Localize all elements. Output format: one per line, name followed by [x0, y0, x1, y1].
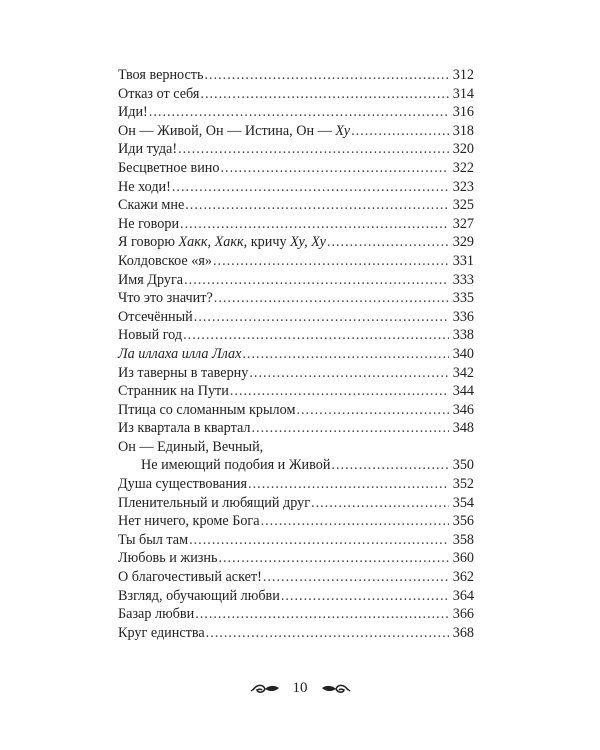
toc-entry-title: Взгляд, обучающий любви: [118, 587, 280, 604]
toc-entry[interactable]: [118, 531, 474, 550]
toc-entry-page-number: 322: [452, 159, 474, 176]
toc-entry[interactable]: [118, 382, 474, 401]
toc-entry-page-number: 340: [452, 345, 474, 362]
toc-entry-title: Не ходи!: [118, 178, 171, 195]
floral-ornament-icon: [249, 681, 283, 697]
dot-leader: [206, 624, 449, 643]
toc-entry-page-number: 358: [452, 531, 474, 548]
dot-leader: [194, 308, 449, 327]
toc-entry[interactable]: [118, 401, 474, 420]
toc-entry-title-part: Он — Живой, Он — Истина, Он —: [118, 122, 336, 139]
toc-entry-page-number: 364: [452, 587, 474, 604]
toc-entry-page-number: 333: [452, 271, 474, 288]
toc-entry-title: Колдовское «я»: [118, 252, 212, 269]
dot-leader: [172, 178, 449, 197]
toc-entry[interactable]: [118, 494, 474, 513]
toc-entry-title: Пленительный и любящий друг: [118, 494, 311, 511]
dot-leader: [189, 531, 449, 550]
toc-entry-title: Не говори: [118, 215, 180, 232]
toc-entry-title: Ты был там: [118, 531, 189, 548]
toc-entry[interactable]: [118, 178, 474, 197]
toc-entry-page-number: 362: [452, 569, 474, 586]
toc-entry-title: Странник на Пути: [118, 383, 229, 400]
dot-leader: [220, 159, 449, 178]
toc-entry-title: Птица со сломанным крылом: [118, 401, 296, 418]
toc-entry-page-number: 318: [452, 122, 474, 139]
toc-entry-title: [118, 122, 350, 141]
toc-entry-page-number: 316: [452, 104, 474, 121]
dot-leader: [248, 475, 449, 494]
toc-entry[interactable]: [118, 289, 474, 308]
dot-leader: [149, 103, 449, 122]
toc-entry[interactable]: [118, 252, 474, 271]
toc-entry-title: О благочестивый аскет!: [118, 569, 262, 586]
dot-leader: [180, 215, 449, 234]
toc-entry-title: Отказ от себя: [118, 85, 200, 102]
toc-entry-page-number: 338: [452, 327, 474, 344]
toc-entry-page-number: 314: [452, 85, 474, 102]
toc-entry-title: Новый год: [118, 327, 183, 344]
toc-entry-title: Базар любви: [118, 606, 195, 623]
dot-leader: [204, 66, 449, 85]
toc-entry-page-number: 354: [452, 494, 474, 511]
toc-entry-page-number: 329: [452, 234, 474, 251]
toc-entry[interactable]: [118, 326, 474, 345]
toc-entry-title: Из квартала в квартал: [118, 420, 251, 437]
dot-leader: [242, 345, 449, 364]
toc-entry-page-number: 344: [452, 383, 474, 400]
toc-entry-page-number: 356: [452, 513, 474, 530]
toc-entry-page-number: 360: [452, 550, 474, 567]
toc-entry-page-number: 348: [452, 420, 474, 437]
toc-entry[interactable]: [118, 215, 474, 234]
toc-entry-title: Любовь и жизнь: [118, 550, 218, 567]
dot-leader: [281, 587, 449, 606]
toc-entry-page-number: 320: [452, 141, 474, 158]
toc-entry-title: [118, 233, 326, 252]
dot-leader: [195, 605, 449, 624]
toc-entry-page-number: 331: [452, 252, 474, 269]
toc-entry[interactable]: [118, 549, 474, 568]
dot-leader: [263, 568, 449, 587]
floral-ornament-icon: [318, 681, 352, 697]
toc-entry-page-number: 342: [452, 364, 474, 381]
toc-entry-title: Из таверны в таверну: [118, 364, 249, 381]
toc-entry[interactable]: [118, 419, 474, 438]
toc-entry-title-italic: Ху, Ху: [290, 234, 326, 251]
toc-entry-page-number: 352: [452, 476, 474, 493]
dot-leader: [261, 512, 449, 531]
toc-entry[interactable]: [118, 475, 474, 494]
toc-entry-title: Нет ничего, кроме Бога: [118, 513, 260, 530]
dot-leader: [311, 494, 449, 513]
toc-entry[interactable]: [118, 140, 474, 159]
page-footer: [0, 680, 600, 697]
toc-entry-title: Имя Друга: [118, 271, 184, 288]
toc-entry[interactable]: [118, 624, 474, 643]
toc-entry-first-line: Он — Единый, Вечный,: [118, 438, 264, 455]
dot-leader: [296, 401, 449, 420]
toc-entry[interactable]: [118, 308, 474, 327]
toc-entry-page-number: 336: [452, 308, 474, 325]
dot-leader: [218, 549, 449, 568]
dot-leader: [331, 456, 449, 475]
toc-entry-title: Бесцветное вино: [118, 159, 220, 176]
dot-leader: [251, 419, 449, 438]
toc-entry[interactable]: [118, 605, 474, 624]
toc-entry-title: Не имеющий подобия и Живой: [141, 457, 331, 474]
toc-entry-page-number: 323: [452, 178, 474, 195]
toc-entry-title: Иди туда!: [118, 141, 178, 158]
toc-entry-title: Душа существования: [118, 476, 248, 493]
toc-entry[interactable]: [118, 345, 474, 364]
dot-leader: [183, 326, 449, 345]
toc-entry-page-number: 366: [452, 606, 474, 623]
toc-entry-title-italic: Ла иллаха илла Ллах: [118, 345, 242, 362]
toc-entry[interactable]: [118, 568, 474, 587]
toc-entry[interactable]: [118, 271, 474, 290]
dot-leader: [184, 271, 449, 290]
toc-entry[interactable]: [118, 122, 474, 141]
toc-entry-page-number: 325: [452, 197, 474, 214]
toc-entry-title: Твоя верность: [118, 67, 204, 83]
dot-leader: [351, 122, 449, 141]
toc-entry[interactable]: [118, 456, 474, 475]
dot-leader: [249, 364, 449, 383]
page-number: 10: [292, 680, 308, 696]
toc-entry-title: Что это значит?: [118, 290, 213, 307]
dot-leader: [214, 289, 449, 308]
dot-leader: [200, 85, 449, 104]
toc-entry-page-number: 327: [452, 215, 474, 232]
toc-entry-title-part: кричу: [247, 234, 291, 251]
toc-entry-page-number: 335: [452, 290, 474, 307]
dot-leader: [213, 252, 449, 271]
toc-entry[interactable]: [118, 512, 474, 531]
toc-entry-title-italic: Ху: [335, 122, 351, 139]
toc-entry[interactable]: [118, 66, 474, 85]
toc-entry-title: Отсечённый: [118, 308, 193, 325]
toc-entry-page-number: 368: [452, 624, 474, 641]
toc-entry-title: Скажи мне: [118, 197, 185, 214]
dot-leader: [230, 382, 449, 401]
toc-entry-page-number: 346: [452, 401, 474, 418]
toc-entry-page-number: 350: [452, 457, 474, 474]
toc-entry-page-number: 312: [452, 67, 474, 83]
toc-entry[interactable]: [118, 103, 474, 122]
toc-entry[interactable]: [118, 233, 474, 252]
table-of-contents: [118, 66, 474, 642]
dot-leader: [327, 233, 449, 252]
toc-entry-title: Иди!: [118, 104, 148, 121]
toc-entry[interactable]: [118, 85, 474, 104]
dot-leader: [185, 196, 449, 215]
toc-entry[interactable]: [118, 196, 474, 215]
toc-entry[interactable]: [118, 587, 474, 606]
toc-entry-title: Круг единства: [118, 624, 205, 641]
dot-leader: [178, 140, 449, 159]
toc-entry-title: [118, 345, 241, 364]
toc-entry[interactable]: [118, 159, 474, 178]
toc-entry-title-italic: Хакк, Хакк,: [178, 234, 248, 251]
toc-entry-title-part: Я говорю: [118, 234, 179, 251]
toc-entry[interactable]: [118, 364, 474, 383]
